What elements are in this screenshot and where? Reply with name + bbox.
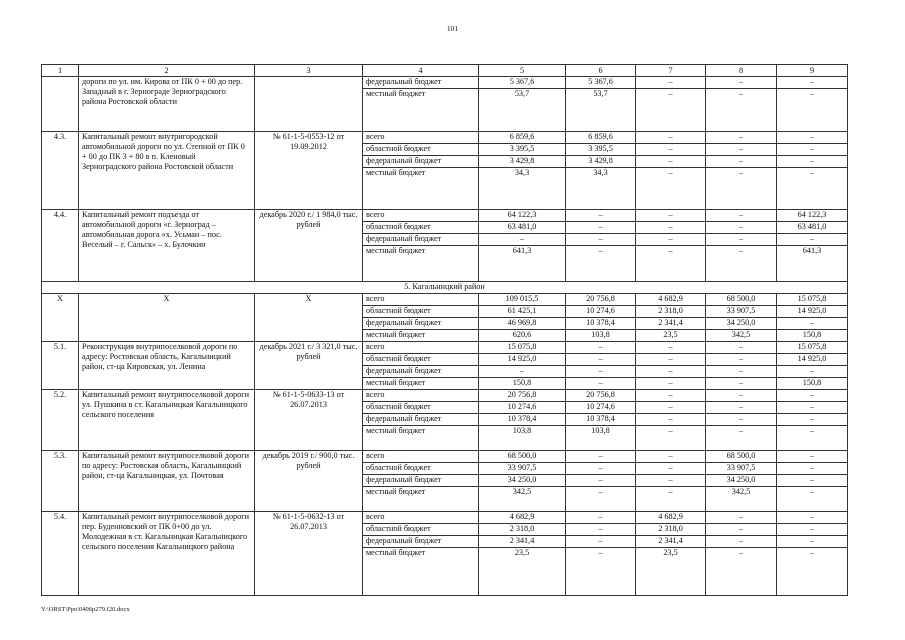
amount-cell: – [566,378,636,390]
amount-cell: – [636,132,706,144]
budget-table [41,64,848,596]
document-info: декабрь 2020 г./ 1 984,0 тыс. рублей [255,210,363,282]
amount-cell: – [777,402,848,414]
amount-cell: – [636,342,706,354]
amount-cell: 2 318,0 [479,524,566,536]
amount-cell: – [706,402,777,414]
amount-cell: – [566,234,636,246]
amount-cell: 5 367,6 [479,77,566,89]
amount-cell: – [706,524,777,536]
document-info [255,77,363,132]
amount-cell: 10 378,4 [566,414,636,426]
amount-cell: 342,5 [479,487,566,512]
amount-cell: 33 907,5 [479,463,566,475]
funding-source: федеральный бюджет [363,156,479,168]
funding-source: областной бюджет [363,144,479,156]
funding-source: местный бюджет [363,426,479,451]
amount-cell: 34 250,0 [479,475,566,487]
amount-cell: – [777,426,848,451]
amount-cell: – [636,77,706,89]
column-header: 2 [79,65,255,77]
amount-cell: 68 500,0 [706,451,777,463]
amount-cell: – [706,354,777,366]
item-number: Х [42,294,79,342]
amount-cell: – [706,144,777,156]
document-info: № 61-1-5-0632-13 от 26.07.2013 [255,512,363,596]
amount-cell: 20 756,8 [479,390,566,402]
amount-cell: – [777,144,848,156]
amount-cell: – [777,475,848,487]
amount-cell: 109 015,5 [479,294,566,306]
amount-cell: – [706,536,777,548]
section-title: 5. Кагальницкий район [42,282,848,294]
amount-cell: – [706,156,777,168]
amount-cell: – [777,318,848,330]
amount-cell: – [636,463,706,475]
column-header: 5 [479,65,566,77]
amount-cell: 3 429,8 [566,156,636,168]
table-row [42,342,848,354]
amount-cell: 15 075,8 [777,294,848,306]
amount-cell: 3 395,5 [479,144,566,156]
amount-cell: – [777,512,848,524]
table-row [42,390,848,402]
document-info: декабрь 2021 г./ 3 321,0 тыс. рублей [255,342,363,390]
amount-cell: 103,8 [566,330,636,342]
amount-cell: – [777,132,848,144]
funding-source: областной бюджет [363,524,479,536]
amount-cell: – [706,378,777,390]
amount-cell: 20 756,8 [566,294,636,306]
amount-cell: 342,5 [706,330,777,342]
funding-source: всего [363,210,479,222]
amount-cell: – [636,89,706,132]
amount-cell: – [566,512,636,524]
funding-source: федеральный бюджет [363,475,479,487]
item-number: 4.3. [42,132,79,210]
amount-cell: – [636,144,706,156]
amount-cell: 68 500,0 [706,294,777,306]
item-number: 5.1. [42,342,79,390]
amount-cell: 23,5 [636,548,706,596]
item-number: 5.4. [42,512,79,596]
funding-source: местный бюджет [363,89,479,132]
amount-cell: – [566,210,636,222]
amount-cell: 14 925,0 [777,306,848,318]
amount-cell: 103,8 [566,426,636,451]
section-header-row [42,282,848,294]
amount-cell: – [636,451,706,463]
amount-cell: 23,5 [479,548,566,596]
column-header: 1 [42,65,79,77]
amount-cell: – [566,451,636,463]
amount-cell: – [706,168,777,210]
amount-cell: 2 341,4 [479,536,566,548]
amount-cell: – [777,168,848,210]
column-header: 8 [706,65,777,77]
object-name: Капитальный ремонт внутрипоселковой дороги пер. Буденновский от ПК 0+00 до ул. Молодежная в ст. Кагальницкая Кагальницкого сельского поселения Кагальницкого района [79,512,255,596]
object-name: Х [79,294,255,342]
amount-cell: 150,8 [479,378,566,390]
amount-cell: 3 429,8 [479,156,566,168]
table-row [42,512,848,524]
amount-cell: – [566,342,636,354]
amount-cell: – [706,414,777,426]
amount-cell: 33 907,5 [706,463,777,475]
amount-cell: 15 075,8 [777,342,848,354]
funding-source: местный бюджет [363,168,479,210]
amount-cell: 620,6 [479,330,566,342]
amount-cell: 23,5 [636,330,706,342]
amount-cell: – [566,548,636,596]
amount-cell: – [777,487,848,512]
page-number: 101 [446,24,459,33]
amount-cell: 34 250,0 [706,475,777,487]
funding-source: всего [363,342,479,354]
column-header: 3 [255,65,363,77]
amount-cell: 2 318,0 [636,306,706,318]
column-header: 4 [363,65,479,77]
funding-source: местный бюджет [363,548,479,596]
amount-cell: – [706,548,777,596]
amount-cell: – [706,234,777,246]
object-name: Реконструкция внутрипоселковой дороги по адресу: Ростовская область, Кагальницкий район, ст-ца Кировская, ул. Ленина [79,342,255,390]
amount-cell: 10 378,4 [479,414,566,426]
amount-cell: 53,7 [479,89,566,132]
amount-cell: – [636,156,706,168]
amount-cell: 2 318,0 [636,524,706,536]
funding-source: областной бюджет [363,463,479,475]
object-name: Капитальный ремонт внутрипоселковой дороги ул. Пушкина в ст. Кагальницкая Кагальницкого сельского поселения [79,390,255,451]
file-path-footer: Y:\ORST\Ppo\0406p279.f20.docx [41,606,130,613]
amount-cell: – [636,246,706,282]
amount-cell: 150,8 [777,330,848,342]
funding-source: федеральный бюджет [363,234,479,246]
amount-cell: – [636,378,706,390]
funding-source: всего [363,512,479,524]
funding-source: федеральный бюджет [363,366,479,378]
table-row [42,294,848,306]
amount-cell: – [566,475,636,487]
object-name: Капитальный ремонт подъезда от автомобильной дороги «г. Зерноград – автомобильная дорога «х. Усьман – пос. Веселый – г. Сальск» – х. Булочкин [79,210,255,282]
amount-cell: 4 682,9 [636,294,706,306]
item-number [42,77,79,132]
amount-cell: – [566,222,636,234]
funding-source: местный бюджет [363,487,479,512]
column-header-row [42,65,848,77]
amount-cell: – [636,487,706,512]
amount-cell: 46 969,8 [479,318,566,330]
funding-source: всего [363,294,479,306]
funding-source: областной бюджет [363,354,479,366]
amount-cell: 2 341,4 [636,536,706,548]
column-header: 6 [566,65,636,77]
amount-cell: – [706,222,777,234]
object-name: Капитальный ремонт внутригородской автомобильной дороги по ул. Степной от ПК 0 + 00 до ПК 3 + 80 в п. Кленовый Зерноградского района Ростовской области [79,132,255,210]
amount-cell: – [706,77,777,89]
amount-cell: – [636,475,706,487]
document-info: № 61-1-5-0553-12 от 19.09.2012 [255,132,363,210]
funding-source: областной бюджет [363,222,479,234]
amount-cell: – [566,524,636,536]
amount-cell: – [777,524,848,536]
amount-cell: – [566,246,636,282]
amount-cell: – [706,390,777,402]
funding-source: всего [363,390,479,402]
amount-cell: – [777,536,848,548]
funding-source: областной бюджет [363,306,479,318]
funding-source: местный бюджет [363,330,479,342]
amount-cell: – [777,156,848,168]
amount-cell: 150,8 [777,378,848,390]
funding-source: всего [363,451,479,463]
funding-source: областной бюджет [363,402,479,414]
amount-cell: 14 925,0 [777,354,848,366]
object-name: Капитальный ремонт внутрипоселковой дороги по адресу: Ростовская область, Кагальницкий район, ст-ца Кагальницкая, ул. Почтовая [79,451,255,512]
amount-cell: – [566,536,636,548]
amount-cell: 68 500,0 [479,451,566,463]
amount-cell: 4 682,9 [636,512,706,524]
amount-cell: – [777,463,848,475]
amount-cell: 20 756,8 [566,390,636,402]
amount-cell: – [566,354,636,366]
amount-cell: 6 859,6 [566,132,636,144]
document-info: № 61-1-5-0633-13 от 26.07.2013 [255,390,363,451]
table-row [42,451,848,463]
item-number: 5.3. [42,451,79,512]
amount-cell: – [777,89,848,132]
amount-cell: 15 075,8 [479,342,566,354]
amount-cell: – [636,234,706,246]
amount-cell: 3 395,5 [566,144,636,156]
column-header: 7 [636,65,706,77]
amount-cell: – [636,210,706,222]
amount-cell: 34 250,0 [706,318,777,330]
amount-cell: – [479,366,566,378]
funding-source: федеральный бюджет [363,536,479,548]
table-row [42,210,848,222]
amount-cell: – [706,246,777,282]
amount-cell: – [777,77,848,89]
amount-cell: – [636,402,706,414]
amount-cell: – [706,342,777,354]
amount-cell: 33 907,5 [706,306,777,318]
funding-source: федеральный бюджет [363,77,479,89]
amount-cell: 63 481,0 [479,222,566,234]
column-header: 9 [777,65,848,77]
amount-cell: 2 341,4 [636,318,706,330]
funding-source: всего [363,132,479,144]
amount-cell: 342,5 [706,487,777,512]
amount-cell: – [566,366,636,378]
amount-cell: – [777,366,848,378]
amount-cell: 14 925,0 [479,354,566,366]
amount-cell: – [636,168,706,210]
funding-source: местный бюджет [363,378,479,390]
funding-source: местный бюджет [363,246,479,282]
amount-cell: – [566,463,636,475]
amount-cell: 53,7 [566,89,636,132]
document-info: Х [255,294,363,342]
amount-cell: – [479,234,566,246]
funding-source: федеральный бюджет [363,414,479,426]
amount-cell: – [777,234,848,246]
object-name: дороги по ул. им. Кирова от ПК 0 + 00 до пер. Западный в г. Зернограде Зерноградского района Ростовской области [79,77,255,132]
amount-cell: 63 481,0 [777,222,848,234]
amount-cell: – [706,426,777,451]
amount-cell: 34,3 [479,168,566,210]
funding-source: федеральный бюджет [363,318,479,330]
amount-cell: 34,3 [566,168,636,210]
amount-cell: – [636,426,706,451]
amount-cell: – [636,354,706,366]
amount-cell: 61 425,1 [479,306,566,318]
amount-cell: – [566,487,636,512]
amount-cell: – [636,366,706,378]
amount-cell: – [777,414,848,426]
amount-cell: 4 682,9 [479,512,566,524]
amount-cell: 10 378,4 [566,318,636,330]
amount-cell: – [706,512,777,524]
amount-cell: – [777,390,848,402]
amount-cell: – [777,451,848,463]
amount-cell: – [636,222,706,234]
amount-cell: – [706,132,777,144]
table-row [42,77,848,89]
amount-cell: 10 274,6 [566,306,636,318]
document-info: декабрь 2019 г./ 900,0 тыс. рублей [255,451,363,512]
amount-cell: 6 859,6 [479,132,566,144]
amount-cell: – [706,210,777,222]
amount-cell: 5 367,6 [566,77,636,89]
amount-cell: – [777,548,848,596]
amount-cell: – [636,414,706,426]
amount-cell: 641,3 [479,246,566,282]
amount-cell: 10 274,6 [566,402,636,414]
amount-cell: – [636,390,706,402]
amount-cell: 10 274,6 [479,402,566,414]
amount-cell: – [706,366,777,378]
item-number: 5.2. [42,390,79,451]
table-body [42,65,848,596]
amount-cell: 641,3 [777,246,848,282]
item-number: 4.4. [42,210,79,282]
table-row [42,132,848,144]
amount-cell: 64 122,3 [479,210,566,222]
amount-cell: 64 122,3 [777,210,848,222]
amount-cell: – [706,89,777,132]
amount-cell: 103,8 [479,426,566,451]
